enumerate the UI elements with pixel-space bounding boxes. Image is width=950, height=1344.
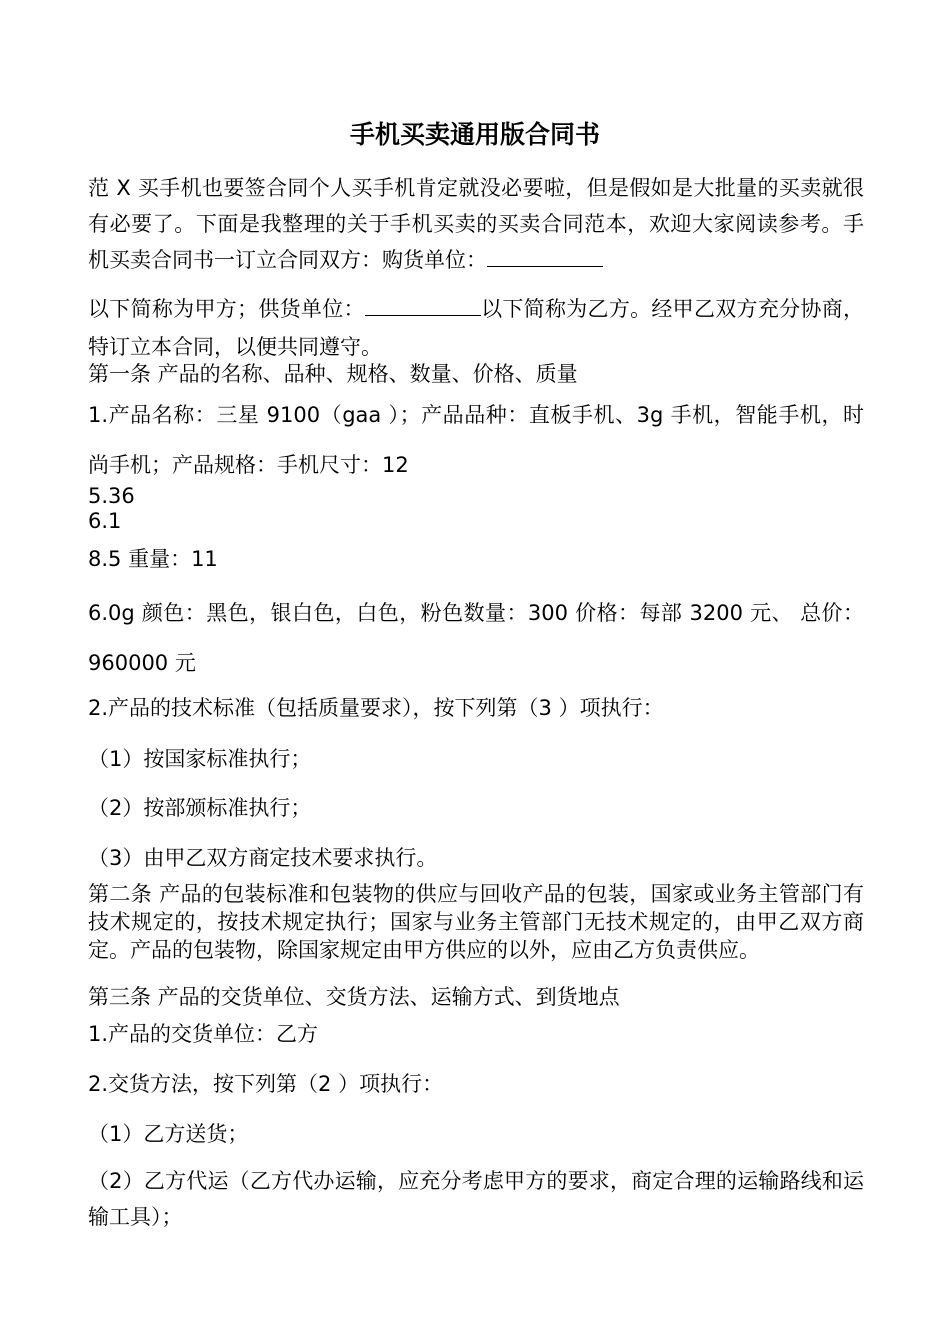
article2-paragraph: 第二条 产品的包装标准和包装物的供应与回收产品的包装，国家或业务主管部门有技术规定的，按技术规定执行；国家与业务主管部门无技术规定的，由甲乙双方商定。产品的包装物，除国家规定由甲方供应的以外，应由乙方负责供应。 bbox=[88, 882, 864, 962]
article3-heading: 第三条 产品的交货单位、交货方法、运输方式、到货地点 bbox=[88, 985, 620, 1009]
supplier-prefix: 以下简称为甲方；供货单位： bbox=[88, 297, 365, 321]
buyer-blank bbox=[487, 244, 603, 267]
standard-option-3: （3）由甲乙双方商定技术要求执行。 bbox=[88, 846, 438, 870]
delivery-option-1: （1）乙方送货； bbox=[88, 1122, 249, 1146]
article1-item2: 2.产品的技术标准（包括质量要求），按下列第（3 ）项执行： bbox=[88, 696, 664, 720]
intro-paragraph bbox=[88, 170, 864, 278]
document-title: 手机买卖通用版合同书 bbox=[349, 120, 600, 149]
article3-item2: 2.交货方法，按下列第（2 ）项执行： bbox=[88, 1072, 444, 1096]
article3-item1: 1.产品的交货单位：乙方 bbox=[88, 1022, 319, 1046]
weight-line: 8.5 重量：11 bbox=[88, 547, 218, 571]
article1-heading: 第一条 产品的名称、品种、规格、数量、价格、质量 bbox=[88, 362, 578, 386]
article1-item1: 1.产品名称：三星 9100（gaa ）；产品品种：直板手机、3g 手机，智能手机，时尚手机；产品规格：手机尺寸：12 bbox=[88, 403, 864, 477]
standard-option-2: （2）按部颁标准执行； bbox=[88, 796, 312, 820]
standard-option-1: （1）按国家标准执行； bbox=[88, 747, 312, 771]
size-line-2: 5.36 bbox=[88, 484, 135, 508]
color-quantity-price: 6.0g 颜色：黑色，银白色，白色，粉色数量：300 价格：每部 3200 元、 总价：960000 元 bbox=[88, 601, 864, 675]
supplier-suffix: 以下简称为乙方。经甲乙双方充分协商，特订立本合同，以便共同遵守。 bbox=[88, 297, 865, 359]
intro-text: 范 X 买手机也要签合同个人买手机肯定就没必要啦，但是假如是大批量的买卖就很有必要了。下面是我整理的关于手机买卖的买卖合同范本，欢迎大家阅读参考。手机买卖合同书一订立合同双方：购货单位： bbox=[88, 176, 864, 272]
delivery-option-2: （2）乙方代运（乙方代办运输，应充分考虑甲方的要求，商定合理的运输路线和运输工具）； bbox=[88, 1169, 864, 1229]
supplier-blank bbox=[365, 293, 481, 316]
supplier-paragraph bbox=[88, 290, 864, 366]
size-line-3: 6.1 bbox=[88, 509, 122, 533]
